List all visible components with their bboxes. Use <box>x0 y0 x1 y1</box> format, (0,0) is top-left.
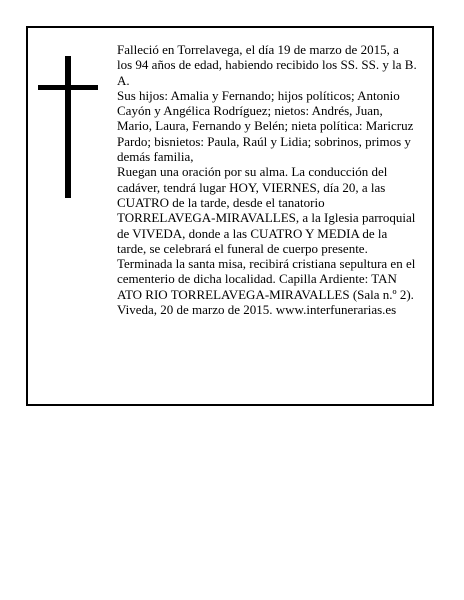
cross-horizontal-bar <box>38 85 98 90</box>
place-date-website: Viveda, 20 de marzo de 2015. www.interfunerarias.es <box>117 302 397 318</box>
death-announcement: Falleció en Torrelavega, el día 19 de marzo de 2015, a los 94 años de edad, habiendo recibido los SS. SS. y la B. A. <box>117 42 417 88</box>
family-list: Sus hijos: Amalia y Fernando; hijos políticos; Antonio Cayón y Angélica Rodríguez; nietos: Andrés, Juan, Mario, Laura, Fernando y Belén; nieta política: Maricruz Pardo; bisnietos: Paula, Raúl y Lidia; sobrinos, primos y demás familia, <box>117 87 414 165</box>
cross-vertical-bar <box>65 56 71 198</box>
obituary-text <box>117 42 417 317</box>
funeral-details: Ruegan una oración por su alma. La conducción del cadáver, tendrá lugar HOY, VIERNES, día 20, a las CUATRO de la tarde, desde el tanatorio TORRELAVEGA-MIRAVALLES, a la Iglesia parroquial de VIVEDA, donde a las CUATRO Y MEDIA de la tarde, se celebrará el funeral de cuerpo presente. Terminada la santa misa, recibirá cristiana sepultura en el cementerio de dicha localidad. Capilla Ardiente: TAN ATO RIO TORRELAVEGA-MIRAVALLES (Sala n.º 2). <box>117 164 416 302</box>
cross-icon <box>38 56 98 198</box>
obituary-notice <box>26 26 434 406</box>
